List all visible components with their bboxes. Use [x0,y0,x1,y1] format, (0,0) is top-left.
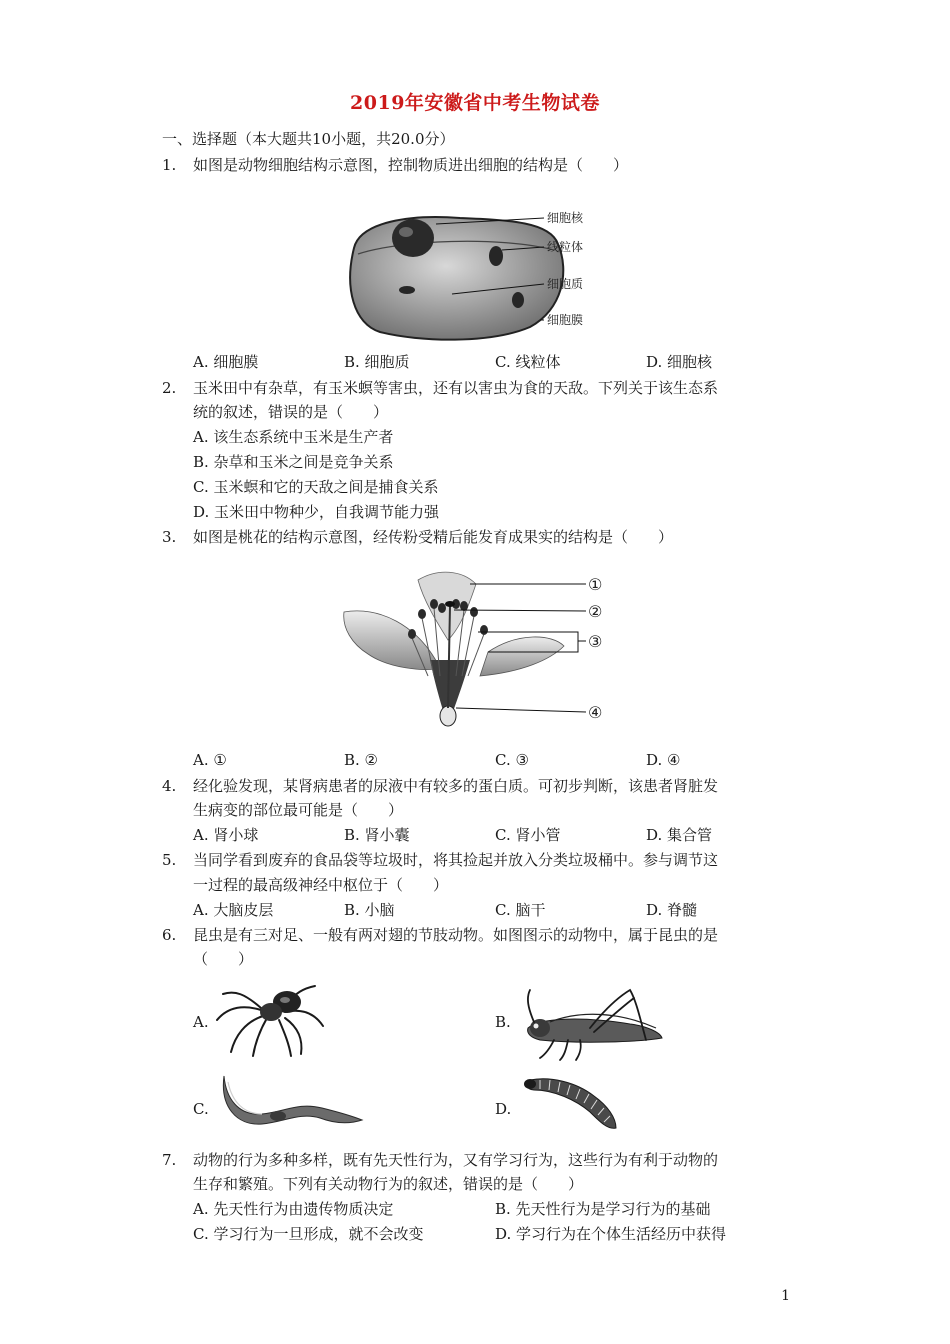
q2-text-line1: 玉米田中有杂草，有玉米螟等害虫，还有以害虫为食的天敌。下列关于该生态系 [193,379,719,397]
page-title: 2019年安徽省中考生物试卷 [350,92,600,114]
q2-option-a[interactable]: A. 该生态系统中玉米是生产者 [193,428,394,446]
q4-text-line2: 生病变的部位最可能是（ ） [193,801,404,819]
q5-option-b[interactable]: B. 小脑 [344,901,395,919]
q4-option-c[interactable]: C. 肾小管 [495,826,561,844]
grasshopper-image [520,988,666,1062]
label-mitochondrion: 线粒体 [547,240,584,254]
q5-option-d[interactable]: D. 脊髓 [646,901,698,919]
q2-option-c[interactable]: C. 玉米螟和它的天敌之间是捕食关系 [193,478,439,496]
q1-option-a[interactable]: A. 细胞膜 [193,353,259,371]
q5-number: 5. [162,851,177,869]
q6-text-line2: （ ） [193,950,254,968]
q5-option-c[interactable]: C. 脑干 [495,901,546,919]
q1-text: 如图是动物细胞结构示意图，控制物质进出细胞的结构是（ ） [193,156,629,174]
spider-cephalothorax [260,1003,282,1021]
q7-option-d[interactable]: D. 学习行为在个体生活经历中获得 [495,1225,727,1243]
q5-option-a[interactable]: A. 大脑皮层 [193,901,274,919]
ovary [440,706,456,726]
animal-cell-figure [340,192,610,344]
petal-left [344,611,440,670]
q1-number: 1. [162,156,177,174]
cell-membrane [350,217,563,340]
q3-option-a[interactable]: A. ① [193,751,227,769]
q6-number: 6. [162,926,177,944]
label-4: ④ [588,703,603,722]
earthworm-image [218,1068,368,1130]
label-2: ② [588,602,603,621]
centipede-larva-image [520,1072,624,1134]
section-heading: 一、选择题（本大题共10小题，共20.0分） [162,130,455,148]
q2-option-b[interactable]: B. 杂草和玉米之间是竞争关系 [193,453,394,471]
q6-option-d[interactable]: D. [495,1100,512,1118]
label-3: ③ [588,632,603,651]
q7-text-line1: 动物的行为多种多样，既有先天性行为，又有学习行为，这些行为有利于动物的 [193,1151,719,1169]
q7-text-line2: 生存和繁殖。下列有关动物行为的叙述，错误的是（ ） [193,1175,584,1193]
spider-image [205,974,335,1060]
q7-option-b[interactable]: B. 先天性行为是学习行为的基础 [495,1200,711,1218]
petal-right [480,637,564,676]
q3-option-d[interactable]: D. ④ [646,751,681,769]
mitochondrion [489,246,503,266]
q6-option-b[interactable]: B. [495,1013,511,1031]
label-membrane: 细胞膜 [547,313,584,327]
page-number: 1 [781,1288,790,1304]
q3-option-c[interactable]: C. ③ [495,751,529,769]
q4-number: 4. [162,777,177,795]
nucleus [392,219,434,257]
q3-number: 3. [162,528,177,546]
q3-text: 如图是桃花的结构示意图，经传粉受精后能发育成果实的结构是（ ） [193,528,674,546]
label-1: ① [588,575,603,594]
q7-option-a[interactable]: A. 先天性行为由遗传物质决定 [193,1200,394,1218]
q2-option-d[interactable]: D. 玉米田中物种少，自我调节能力强 [193,503,440,521]
label-nucleus: 细胞核 [547,211,584,225]
q1-option-c[interactable]: C. 线粒体 [495,353,561,371]
q3-option-b[interactable]: B. ② [344,751,379,769]
q6-text-line1: 昆虫是有三对足、一般有两对翅的节肢动物。如图图示的动物中，属于昆虫的是 [193,926,719,944]
q5-text-line1: 当同学看到废弃的食品袋等垃圾时，将其捡起并放入分类垃圾桶中。参与调节这 [193,851,719,869]
q4-option-d[interactable]: D. 集合管 [646,826,713,844]
label-cytoplasm: 细胞质 [547,277,584,291]
q4-option-b[interactable]: B. 肾小囊 [344,826,410,844]
q5-text-line2: 一过程的最高级神经中枢位于（ ） [193,876,449,894]
earthworm-body [223,1076,362,1124]
q6-option-c[interactable]: C. [193,1100,209,1118]
q4-text-line1: 经化验发现，某肾病患者的尿液中有较多的蛋白质。可初步判断，该患者肾脏发 [193,777,719,795]
q7-option-c[interactable]: C. 学习行为一旦形成，就不会改变 [193,1225,424,1243]
q1-option-b[interactable]: B. 细胞质 [344,353,410,371]
q1-option-d[interactable]: D. 细胞核 [646,353,713,371]
q7-number: 7. [162,1151,177,1169]
peach-flower-figure [338,568,618,736]
q2-text-line2: 统的叙述，错误的是（ ） [193,403,389,421]
q2-number: 2. [162,379,177,397]
q4-option-a[interactable]: A. 肾小球 [193,826,259,844]
q6-option-a[interactable]: A. [193,1013,209,1031]
